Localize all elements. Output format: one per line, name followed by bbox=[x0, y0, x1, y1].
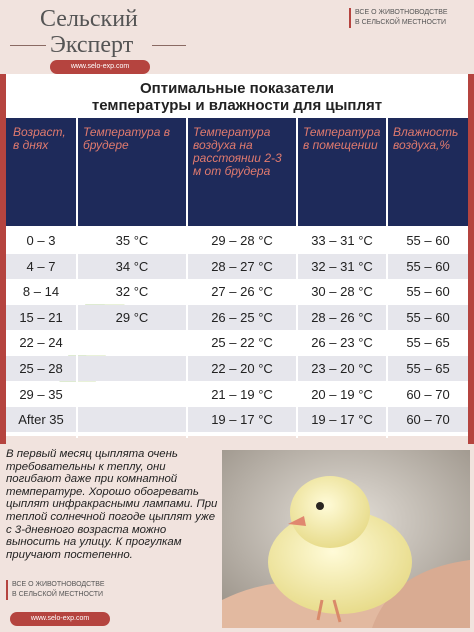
logo-text-line1: Сельский bbox=[40, 6, 138, 32]
header-tagline-line2: В СЕЛЬСКОЙ МЕСТНОСТИ bbox=[355, 19, 447, 26]
cell-room-temp: 28 – 26 °C bbox=[311, 309, 373, 325]
cell-age: 4 – 7 bbox=[26, 258, 56, 274]
cell-air-temp: 27 – 26 °C bbox=[211, 284, 273, 300]
cell-brooder-temp bbox=[78, 330, 186, 355]
header-divider bbox=[386, 118, 388, 226]
cell-room-temp: 26 – 23 °C bbox=[311, 335, 373, 351]
cell-air-temp: 28 – 27 °C bbox=[211, 258, 273, 274]
cell-age: 25 – 28 bbox=[19, 361, 63, 376]
cell-humidity: 55 – 65 bbox=[406, 335, 450, 351]
description-text: В первый месяц цыплята очень требовательны к теплу, они погибают даже при комнатной температуре. Хорошо обогревать цыплят инфракрасными лампами. При теплой солнечной погоде цыплят уже с 3-дневного возраста можно выносить на улицу. К прогулкам приучают постепенно. bbox=[6, 448, 218, 561]
cell-brooder-temp: 34 °C bbox=[115, 258, 149, 274]
cell-brooder-temp bbox=[78, 382, 186, 407]
cell-humidity: 55 – 60 bbox=[406, 284, 450, 300]
page-title bbox=[6, 80, 468, 114]
footer-tagline bbox=[12, 580, 132, 600]
cell-room-temp: 19 – 17 °C bbox=[311, 412, 373, 428]
cell-room-temp: 32 – 31 °C bbox=[311, 258, 373, 274]
cell-room-temp: 33 – 31 °C bbox=[311, 233, 373, 248]
column-divider bbox=[386, 226, 388, 438]
cell-air-temp: 26 – 25 °C bbox=[211, 309, 273, 325]
page-title-line1: Оптимальные показатели bbox=[140, 80, 334, 97]
header-divider bbox=[76, 118, 78, 226]
column-divider bbox=[76, 226, 78, 438]
cell-air-temp: 29 – 28 °C bbox=[211, 233, 273, 248]
cell-air-temp: 21 – 19 °C bbox=[211, 386, 273, 402]
tagline-accent-bar bbox=[349, 8, 351, 28]
logo-rule-left bbox=[10, 45, 46, 46]
header-room-temp: Температура в помещении bbox=[303, 125, 381, 152]
cell-brooder-temp: 32 °C bbox=[115, 284, 149, 300]
header-brooder-temp: Температура в брудере bbox=[83, 125, 170, 152]
cell-room-temp: 23 – 20 °C bbox=[311, 361, 373, 376]
footer-accent-bar bbox=[6, 580, 8, 600]
header-tagline-line1: ВСЕ О ЖИВОТНОВОДСТВЕ bbox=[355, 9, 448, 16]
site-logo[interactable] bbox=[10, 4, 180, 68]
cell-age: After 35 bbox=[18, 412, 64, 428]
header-tagline bbox=[355, 8, 470, 28]
cell-brooder-temp: 29 °C bbox=[115, 309, 149, 325]
cell-brooder-temp: 35 °C bbox=[115, 233, 149, 248]
column-divider bbox=[186, 226, 188, 438]
cell-air-temp: 19 – 17 °C bbox=[211, 412, 273, 428]
header-divider bbox=[186, 118, 188, 226]
logo-url-badge[interactable]: www.selo-exp.com bbox=[50, 60, 150, 74]
logo-rule-right bbox=[152, 45, 186, 46]
chick-photo bbox=[222, 450, 470, 628]
cell-humidity: 60 – 70 bbox=[406, 386, 450, 402]
cell-air-temp: 25 – 22 °C bbox=[211, 335, 273, 351]
page-title-line2: температуры и влажности для цыплят bbox=[91, 97, 383, 114]
chick-illustration-icon bbox=[222, 450, 470, 628]
cell-age: 22 – 24 bbox=[19, 335, 63, 351]
cell-humidity: 55 – 65 bbox=[406, 361, 450, 376]
cell-room-temp: 30 – 28 °C bbox=[311, 284, 373, 300]
cell-humidity: 55 – 60 bbox=[406, 309, 450, 325]
cell-room-temp: 20 – 19 °C bbox=[311, 386, 373, 402]
cell-brooder-temp bbox=[78, 356, 186, 381]
cell-age: 29 – 35 bbox=[19, 386, 63, 402]
footer-tagline-line1: ВСЕ О ЖИВОТНОВОДСТВЕ bbox=[12, 581, 105, 588]
title-box bbox=[0, 74, 474, 118]
cell-age: 8 – 14 bbox=[22, 284, 60, 300]
cell-humidity: 55 – 60 bbox=[406, 233, 450, 248]
logo-text-line2: Эксперт bbox=[50, 32, 134, 58]
site-header bbox=[0, 0, 474, 74]
footer-tagline-line2: В СЕЛЬСКОЙ МЕСТНОСТИ bbox=[12, 591, 104, 598]
header-age: Возраст, в днях bbox=[13, 125, 66, 152]
header-divider bbox=[296, 118, 298, 226]
header-air-temp: Температура воздуха на расстоянии 2-3 м от брудера bbox=[193, 125, 282, 178]
cell-humidity: 60 – 70 bbox=[406, 412, 450, 428]
column-divider bbox=[296, 226, 298, 438]
cell-brooder-temp bbox=[78, 407, 186, 432]
cell-age: 0 – 3 bbox=[26, 233, 56, 248]
cell-age: 15 – 21 bbox=[19, 309, 63, 325]
cell-humidity: 55 – 60 bbox=[406, 258, 450, 274]
frame-right-border bbox=[468, 74, 474, 444]
header-humidity: Влажность воздуха,% bbox=[393, 125, 459, 152]
cell-air-temp: 22 – 20 °C bbox=[211, 361, 273, 376]
footer-url-badge[interactable]: www.selo-exp.com bbox=[10, 612, 110, 626]
